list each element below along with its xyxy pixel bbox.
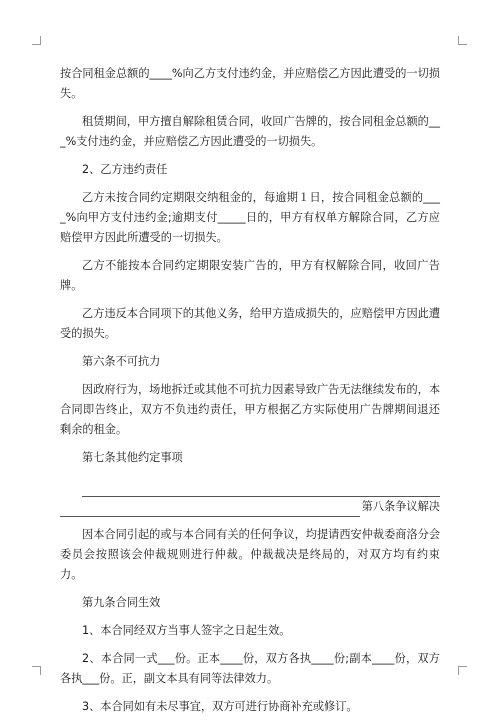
- crop-mark-top-left: [32, 36, 41, 45]
- crop-mark-top-right: [458, 36, 467, 45]
- heading-article-6: 第六条不可抗力: [82, 355, 161, 368]
- heading-article-8-row: [60, 497, 440, 517]
- fill-in-line: [60, 502, 360, 517]
- heading-article-9: 第九条合同生效: [82, 596, 161, 609]
- paragraph-late-rent: 乙方未按合同约定期限交纳租金的，每逾期１日，按合同租金总额的____%向甲方支付违约金;逾期支付_____日的，甲方有权单方解除合同，乙方应赔偿甲方因此所遭受的一切损失。: [60, 191, 440, 244]
- paragraph-lessor-early-termination: 租赁期间，甲方擅自解除租赁合同，收回广告牌的，按合同租金总额的___%支付违约金，并应赔偿乙方因此遭受的一切损失。: [60, 115, 441, 148]
- paragraph-install-deadline: 乙方不能按本合同约定期限安装广告的，甲方有权解除合同，收回广告牌。: [60, 259, 440, 292]
- document-body: [60, 64, 440, 725]
- fill-in-line: [82, 476, 440, 497]
- crop-mark-bottom-left: [32, 666, 41, 675]
- paragraph-effective-date: 1、本合同经双方当事人签字之日起生效。: [82, 624, 291, 637]
- heading-article-8: 第八条争议解决: [361, 500, 440, 513]
- paragraph-penalty-continuation: 按合同租金总额的____%向乙方支付违约金，并应赔偿乙方因此遭受的一切损失。: [60, 67, 440, 100]
- crop-mark-bottom-right: [458, 666, 467, 675]
- paragraph-copies: 2、本合同一式___份。正本____份，双方各执____份;副本____份，双方各执___份。正，副文本具有同等法律效力。: [60, 652, 440, 685]
- paragraph-supplements: 3、本合同如有未尽事宜，双方可进行协商补充或修订。: [82, 700, 358, 713]
- heading-article-7: 第七条其他约定事项: [82, 451, 183, 464]
- paragraph-force-majeure: 因政府行为，场地拆迁或其他不可抗力因素导致广告无法继续发布的，本合同即告终止，双方不负违约责任，甲方根据乙方实际使用广告牌期间退还剩余的租金。: [60, 383, 441, 436]
- paragraph-arbitration: 因本合同引起的或与本合同有关的任何争议，均提请西安仲裁委商洛分会委员会按照该会仲裁规则进行仲裁。仲裁裁决是终局的，对双方均有约束力。: [60, 528, 441, 581]
- paragraph-other-obligations: 乙方违反本合同项下的其他义务，给甲方造成损失的，应赔偿甲方因此遭受的损失。: [60, 307, 441, 340]
- subheading-lessee-liability: 2、乙方违约责任: [82, 163, 168, 176]
